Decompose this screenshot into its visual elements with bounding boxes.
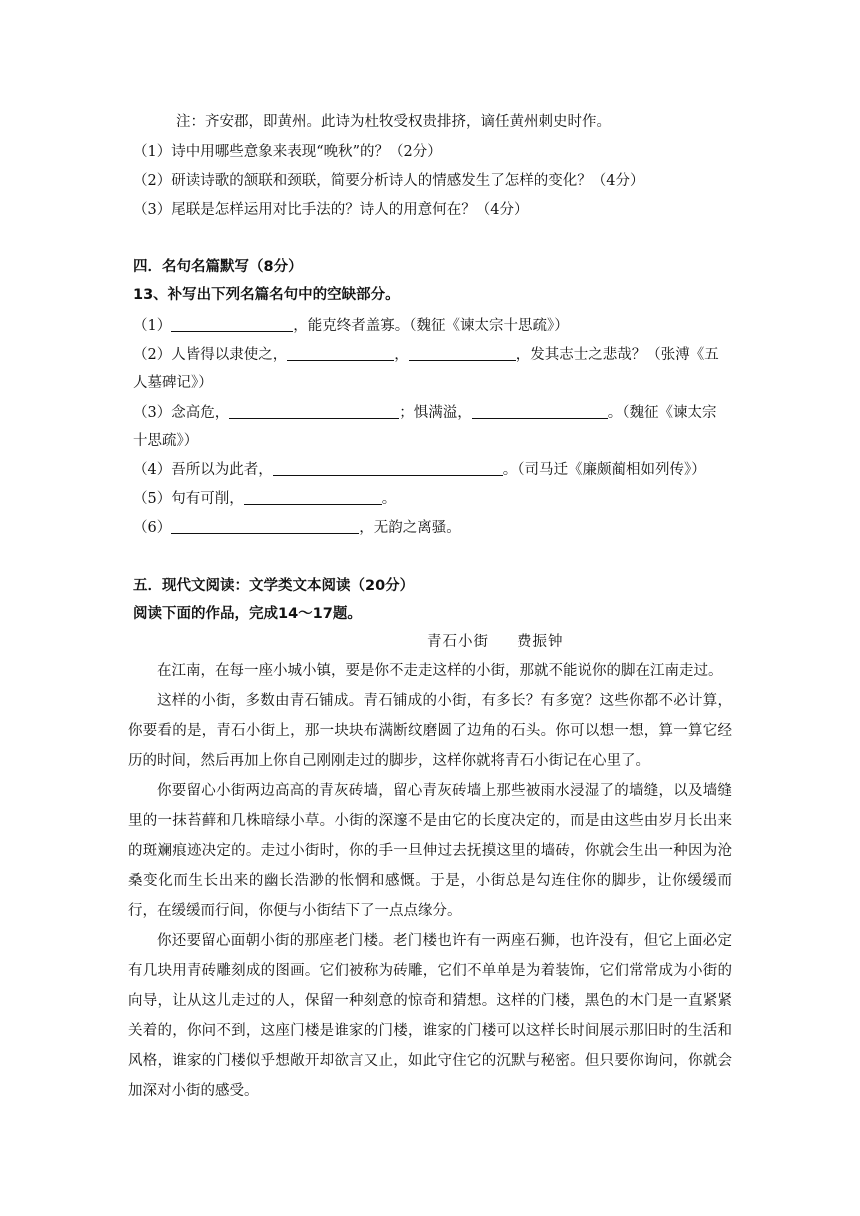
item-1-suffix: ，能克终者盖寡。（魏征《谏太宗十思疏》）: [293, 318, 569, 334]
answer-blank[interactable]: [472, 403, 608, 419]
dictation-item-1: [133, 316, 569, 336]
answer-blank[interactable]: [273, 460, 503, 476]
dictation-item-2-continued: 人墓碑记》）: [133, 375, 213, 391]
dictation-item-3-continued: 十思疏》）: [133, 433, 199, 449]
item-4-suffix: 。（司马迁《廉颇蔺相如列传》）: [502, 462, 706, 478]
item-6-suffix: ，无韵之离骚。: [359, 520, 461, 536]
dictation-item-2: [133, 345, 719, 365]
answer-blank[interactable]: [409, 345, 516, 361]
item-1-prefix: （1）: [133, 318, 172, 334]
item-6-prefix: （6）: [133, 520, 172, 536]
dictation-item-3: [133, 403, 716, 423]
question-12-3: （3）尾联是怎样运用对比手法的？诗人的用意何在？（4分）: [133, 202, 529, 218]
item-3-suffix: 。（魏征《谏太宗: [607, 405, 717, 421]
article-title-line: [427, 632, 564, 652]
article-title: 青石小街: [427, 634, 489, 650]
article-author: 费振钟: [517, 634, 564, 650]
item-3-prefix: （3）念高危，: [133, 405, 230, 421]
section-4-heading: 四．名句名篇默写（8分）: [133, 259, 303, 275]
answer-blank[interactable]: [244, 489, 382, 505]
item-5-prefix: （5）句有可削，: [133, 491, 244, 507]
dictation-item-4: [133, 460, 706, 480]
question-13: 13、补写出下列名篇名句中的空缺部分。: [133, 287, 400, 303]
answer-blank[interactable]: [287, 345, 394, 361]
article-paragraph-2: 这样的小街，多数由青石铺成。青石铺成的小街，有多长？有多宽？这些你都不必计算，你要看的是，青石小街上，那一块块布满断纹磨圆了边角的石头。你可以想一想，算一算它经历的时间，然后再加上你自己刚刚走过的脚步，这样你就将青石小街记在心里了。: [128, 693, 732, 769]
article-paragraph-3: 你要留心小街两边高高的青灰砖墙，留心青灰砖墙上那些被雨水浸湿了的墙缝，以及墙缝里的一抹苔藓和几株暗绿小草。小街的深邃不是由它的长度决定的，而是由这些由岁月长出来的斑斓痕迹决定的。走过小街时，你的手一旦伸过去抚摸这里的墙砖，你就会生出一种因为沧桑变化而生长出来的幽长浩渺的怅惘和感慨。于是，小街总是勾连住你的脚步，让你缓缓而行，在缓缓而行间，你便与小街结下了一点点缘分。: [128, 783, 732, 919]
reading-instruction: 阅读下面的作品，完成14～17题。: [133, 606, 362, 622]
poem-note: 注：齐安郡，即黄州。此诗为杜牧受权贵排挤，谪任黄州刺史时作。: [176, 114, 611, 130]
item-3-sep: ；惧满溢，: [399, 405, 472, 421]
item-5-suffix: 。: [381, 491, 397, 507]
answer-blank[interactable]: [171, 316, 293, 332]
answer-blank[interactable]: [229, 403, 399, 419]
item-2-sep: ，: [394, 347, 409, 363]
section-5-heading: 五．现代文阅读：文学类文本阅读（20分）: [133, 578, 415, 594]
dictation-item-6: [133, 518, 461, 538]
dictation-item-5: [133, 489, 396, 509]
item-4-prefix: （4）吾所以为此者，: [133, 462, 273, 478]
article-paragraph-1: 在江南，在每一座小城小镇，要是你不走走这样的小街，那就不能说你的脚在江南走过。: [157, 663, 723, 679]
question-12-2: （2）研读诗歌的颔联和颈联，简要分析诗人的情感发生了怎样的变化？（4分）: [133, 173, 645, 189]
item-2-suffix: ，发其志士之悲哉？（张溥《五: [515, 347, 719, 363]
article-paragraph-4: 你还要留心面朝小街的那座老门楼。老门楼也许有一两座石狮，也许没有，但它上面必定有几块用青砖雕刻成的图画。它们被称为砖雕，它们不单单是为着装饰，它们常常成为小街的向导，让从这儿走过的人，保留一种刻意的惊奇和猜想。这样的门楼，黑色的木门是一直紧紧关着的，你问不到，这座门楼是谁家的门楼，谁家的门楼可以这样长时间展示那旧时的生活和风格，谁家的门楼似乎想敞开却欲言又止，如此守住它的沉默与秘密。但只要你询问，你就会加深对小街的感受。: [128, 933, 732, 1099]
answer-blank[interactable]: [171, 518, 359, 534]
item-2-prefix: （2）人皆得以隶使之，: [133, 347, 288, 363]
question-12-1: （1）诗中用哪些意象来表现“晚秋”的？（2分）: [133, 144, 442, 160]
